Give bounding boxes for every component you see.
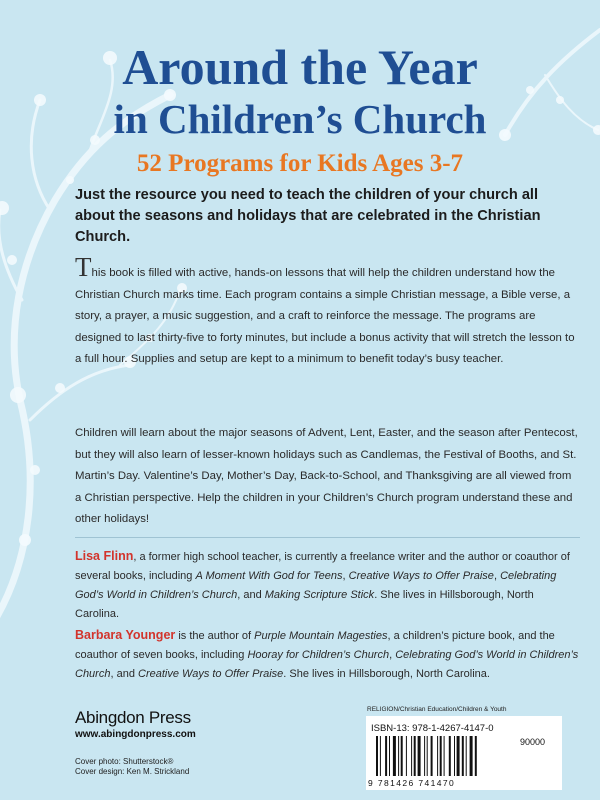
book-title-ref: Creative Ways to Offer Praise	[138, 668, 284, 680]
barcode-block	[366, 716, 562, 790]
bio-text: is the author of	[175, 630, 255, 642]
book-title-ref: Making Scripture Stick	[264, 589, 375, 601]
bio-text: . She lives in Hillsborough, North Carolina.	[283, 668, 490, 680]
book-subtitle: 52 Programs for Kids Ages 3-7	[136, 150, 464, 177]
author-name: Barbara Younger	[75, 628, 176, 642]
description-paragraph-2: Children will learn about the major seasons of Advent, Lent, Easter, and the season after Pentecost, but they will also learn of lesser-known holidays such as Candlemas, the Festival of Booths, and St. Martin’s Day. Valentine’s Day, Mother’s Day, Back-to-School, and Thanksgiving are all viewed from a Christian perspective. Help the children in your Children’s Church program understand these and other holidays!	[75, 427, 578, 525]
publisher-url: www.abingdonpress.com	[75, 729, 196, 740]
author-bio-barbara-younger	[75, 626, 580, 684]
book-title-ref: Purple Mountain Magesties	[254, 630, 388, 642]
bio-text: . She lives in Hillsborough, North Carolina.	[75, 589, 534, 620]
barcode-icon	[376, 736, 516, 778]
bio-text: ,	[493, 570, 501, 582]
book-title-ref: Celebrating God’s World in Children’s Church	[75, 649, 579, 680]
bio-text: , and	[237, 589, 265, 601]
book-title-line-1: Around the Year	[122, 39, 478, 95]
book-title-line-2: in Children’s Church	[113, 96, 487, 142]
description-paragraph-1	[75, 252, 580, 371]
isbn-text: ISBN-13: 978-1-4267-4147-0	[371, 723, 494, 734]
author-name: Lisa Flinn	[75, 549, 134, 563]
bio-text: , and	[110, 668, 138, 680]
bio-text: ,	[342, 570, 349, 582]
ean-digits: 9 781426 741470	[368, 778, 456, 788]
book-title-ref: Hooray for Children’s Church	[247, 649, 390, 661]
photo-credit: Cover photo: Shutterstock®	[75, 757, 174, 766]
drop-cap: T	[75, 252, 92, 282]
bio-text: , a children’s picture book, and the coauthor of seven books, including	[75, 630, 555, 661]
publisher-logo: Abingdon Press	[75, 708, 191, 727]
bio-text: ,	[389, 649, 396, 661]
price-code: 90000	[520, 737, 546, 747]
book-title-ref: Celebrating God’s World in Children’s Church	[75, 570, 557, 601]
section-divider	[75, 537, 580, 538]
cover-credits	[75, 757, 189, 777]
bisac-category: RELIGION/Christian Education/Children & Youth	[367, 706, 507, 713]
book-title-ref: A Moment With God for Teens	[195, 570, 343, 582]
author-bio-lisa-flinn	[75, 547, 580, 624]
description-paragraph-1-text: his book is filled with active, hands-on lessons that will help the children understand how the Christian Church marks time. Each program contains a simple Christian message, a Bible verse, a story, a prayer, a music suggestion, and a craft to reinforce the message. The programs are designed to last thirty-five to forty minutes, but include a bonus activity that will stretch the lesson to a full hour. Supplies and setup are kept to a minimum to benefit today’s busy teacher.	[75, 267, 575, 365]
design-credit: Cover design: Ken M. Strickland	[75, 767, 190, 776]
book-title-ref: Creative Ways to Offer Praise	[348, 570, 494, 582]
intro-text: Just the resource you need to teach the children of your church all about the seasons and holidays that are celebrated in the Christian Church.	[75, 187, 541, 245]
bio-text: , a former high school teacher, is currently a freelance writer and the author or coauthor of several books, including	[75, 551, 570, 582]
